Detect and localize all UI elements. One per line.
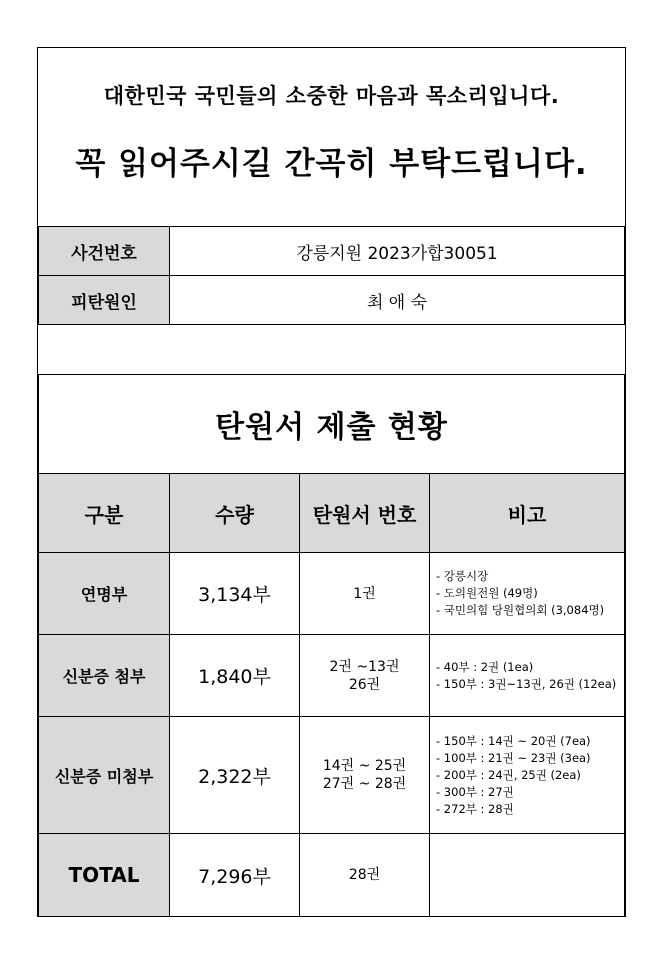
case-number-value: 강릉지원 2023가합30051 — [170, 227, 625, 276]
total-label: TOTAL — [39, 834, 170, 917]
note-line: - 200부 : 24권, 25권 (2ea) — [436, 767, 581, 782]
total-quantity: 7,296부 — [170, 834, 300, 917]
category-cell: 연명부 — [39, 553, 170, 635]
note-line: - 100부 : 21권 ~ 23권 (3ea) — [436, 750, 591, 765]
note-line: - 272부 : 28권 — [436, 801, 514, 816]
book-number-line: 1권 — [353, 585, 376, 602]
book-number-cell — [300, 717, 430, 834]
header-block — [38, 48, 625, 226]
book-number-line: 26권 — [348, 676, 381, 693]
column-header: 비고 — [430, 474, 625, 553]
note-cell — [430, 717, 625, 834]
note-line: - 150부 : 3권~13권, 26권 (12ea) — [436, 676, 617, 691]
book-number-line: 2권 ~13권 — [329, 658, 400, 675]
table-row — [39, 717, 625, 834]
note-cell — [430, 635, 625, 717]
column-header: 구분 — [39, 474, 170, 553]
book-number-cell — [300, 553, 430, 635]
header-line-2: 꼭 읽어주시길 간곡히 부탁드립니다. — [75, 146, 588, 182]
column-header: 수량 — [170, 474, 300, 553]
category-cell: 신분증 첨부 — [39, 635, 170, 717]
note-line: - 도의원전원 (49명) — [436, 586, 538, 600]
quantity-cell: 1,840부 — [170, 635, 300, 717]
note-cell — [430, 553, 625, 635]
book-number-line: 27권 ~ 28권 — [322, 776, 407, 792]
table-row — [39, 553, 625, 635]
note-line: - 강릉시장 — [436, 569, 489, 583]
book-number-line: 14권 ~ 25권 — [322, 758, 407, 774]
note-line: - 150부 : 14권 ~ 20권 (7ea) — [436, 733, 591, 748]
quantity-cell: 2,322부 — [170, 717, 300, 834]
total-book-number: 28권 — [300, 834, 430, 917]
book-number-cell — [300, 635, 430, 717]
petition-document — [37, 47, 626, 917]
column-header: 탄원서 번호 — [300, 474, 430, 553]
table-row — [39, 635, 625, 717]
total-row — [39, 834, 625, 917]
appellee-value: 최 애 숙 — [170, 276, 625, 325]
appellee-label: 피탄원인 — [39, 276, 170, 325]
case-number-label: 사건번호 — [39, 227, 170, 276]
note-line: - 300부 : 27권 — [436, 784, 514, 799]
header-line-1: 대한민국 국민들의 소중한 마음과 목소리입니다. — [103, 84, 560, 108]
status-title: 탄원서 제출 현황 — [39, 375, 625, 474]
note-line: - 40부 : 2권 (1ea) — [436, 659, 534, 674]
quantity-cell: 3,134부 — [170, 553, 300, 635]
total-note — [430, 834, 625, 917]
category-cell: 신분증 미첨부 — [39, 717, 170, 834]
submission-status-table — [38, 374, 625, 917]
column-header-row — [39, 474, 625, 553]
note-line: - 국민의힘 당원협의회 (3,084명) — [436, 603, 605, 617]
case-info-table — [38, 226, 625, 325]
